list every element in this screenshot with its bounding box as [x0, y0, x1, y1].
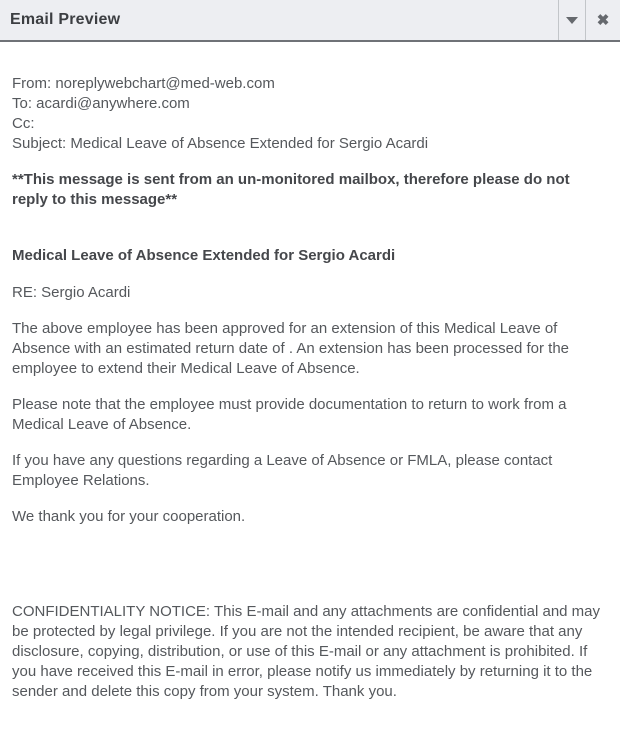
email-header-to: To: acardi@anywhere.com	[12, 95, 190, 112]
window-titlebar	[0, 0, 620, 42]
body-paragraph-documentation: Please note that the employee must provide documentation to return to work from a Medical Leave of Absence.	[12, 396, 567, 433]
close-button[interactable]	[585, 0, 620, 40]
confidentiality-notice: CONFIDENTIALITY NOTICE: This E-mail and any attachments are confidential and may be protected by legal privilege. If you are not the intended recipient, be aware that any disclosure, copying, distribution, or use of this E-mail or any attachment is prohibited. If you have received this E-mail in error, please notify us immediately by returning it to the sender and delete this copy from your system. Thank you.	[12, 603, 601, 700]
close-icon: ✖	[596, 11, 610, 29]
body-paragraph-questions: If you have any questions regarding a Leave of Absence or FMLA, please contact Employee Relations.	[12, 452, 553, 489]
email-header-cc: Cc:	[12, 115, 35, 132]
body-paragraph-extension: The above employee has been approved for an extension of this Medical Leave of Absence with an estimated return date of . An extension has been processed for the employee to extend their Medical Leave of Absence.	[12, 320, 570, 377]
email-preview-body	[0, 42, 620, 702]
re-line: RE: Sergio Acardi	[12, 284, 131, 301]
window-title: Email Preview	[10, 11, 121, 28]
collapse-button[interactable]	[558, 0, 585, 40]
email-header-subject: Subject: Medical Leave of Absence Extended for Sergio Acardi	[12, 135, 429, 152]
unmonitored-mailbox-warning: **This message is sent from an un-monitored mailbox, therefore please do not reply to this message**	[12, 171, 570, 208]
email-header-block	[12, 74, 608, 154]
email-header-from: From: noreplywebchart@med-web.com	[12, 75, 275, 92]
body-paragraph-thanks: We thank you for your cooperation.	[12, 508, 246, 525]
email-body-heading: Medical Leave of Absence Extended for Sergio Acardi	[12, 247, 396, 264]
chevron-down-icon	[566, 17, 578, 24]
